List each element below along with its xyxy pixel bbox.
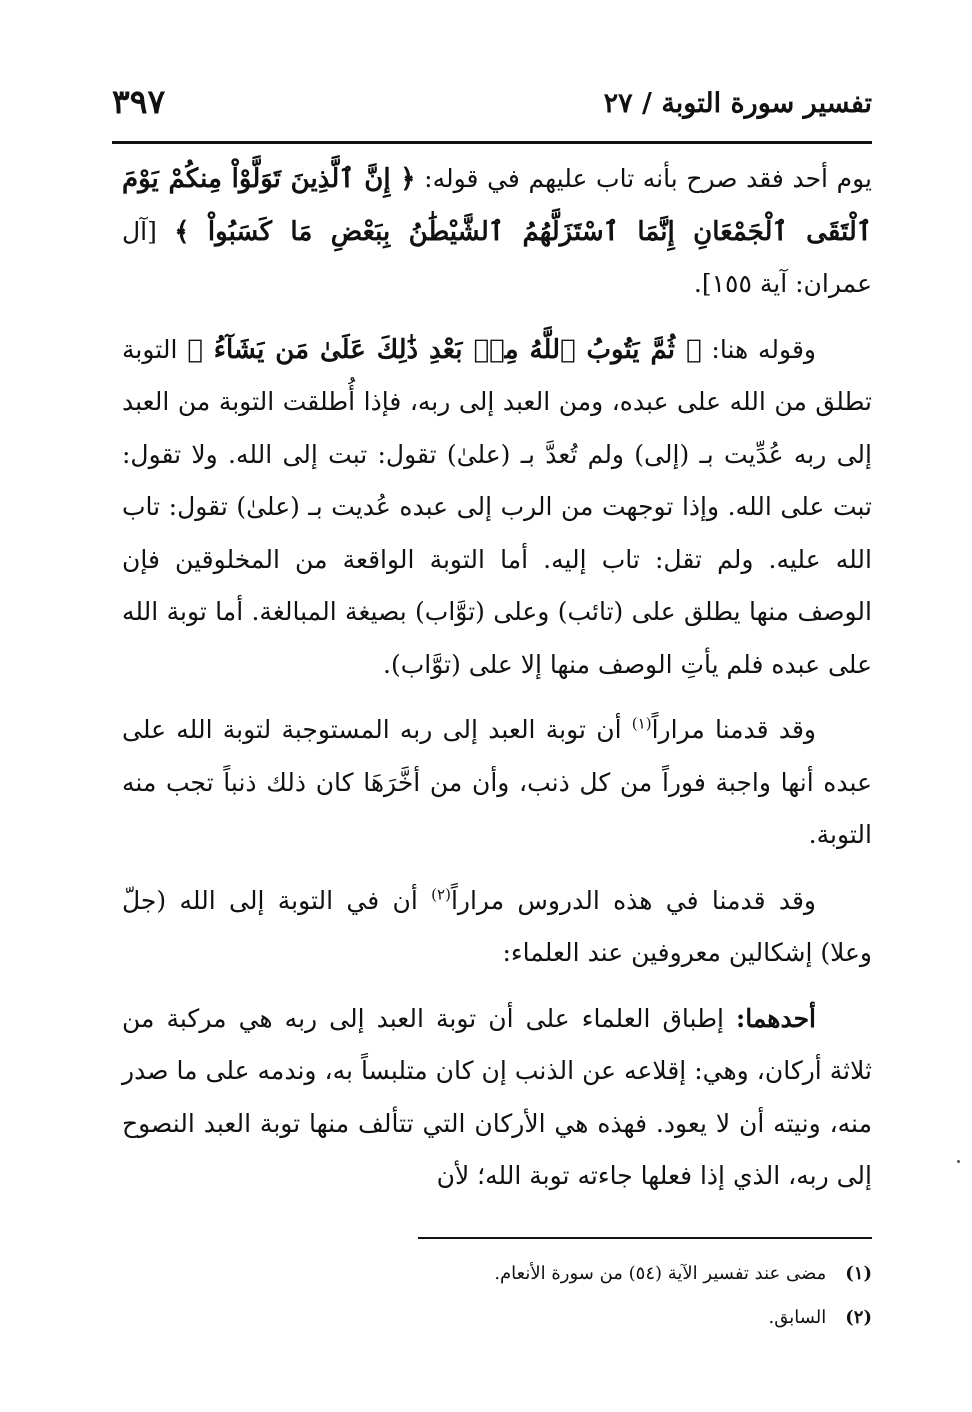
paragraph-2 (122, 324, 872, 692)
running-title: تفسير سورة التوبة / ٢٧ (603, 88, 872, 119)
footnote-rule (418, 1237, 872, 1239)
paragraph-1-text-b: [آل عمران: آية ١٥٥]. (122, 216, 872, 298)
paragraph-2-text-b: التوبة تطلق من الله على عبده، ومن العبد إلى ربه، فإذا أُطلقت التوبة من العبد إلى ربه عُدِّيت بـ (إلى) ولم تُعدَّ بـ (علىٰ) تقول: تبت إلى الله. ولا تقول: تبت على الله. وإذا توجهت من الرب إلى عبده عُديت بـ (علىٰ) تقول: تاب الله عليه. ولم تقل: تاب إليه. أما التوبة الواقعة من المخلوقين فإن الوصف منها يطلق على (تائب) وعلى (توَّاب) بصيغة المبالغة. أما توبة الله على عبده فلم يأتِ الوصف منها إلا على (توَّاب). (122, 334, 872, 679)
footnote-2 (122, 1296, 872, 1340)
footnotes (122, 1252, 872, 1340)
quran-verse-1: ﴿ إِنَّ ٱلَّذِينَ تَوَلَّوْاْ مِنكُمْ يَوْمَ ٱلْتَقَى ٱلْجَمْعَانِ إِنَّمَا ٱسْتَزَلَّهُمُ ٱلشَّيْطَٰنُ بِبَعْضِ مَا كَسَبُواْ ﴾ (122, 164, 872, 247)
footnote-1 (122, 1252, 872, 1296)
footnote-ref-1: (١) (631, 714, 652, 733)
header-rule (112, 141, 872, 144)
footnote-1-text: مضى عند تفسير الآية (٥٤) من سورة الأنعام. (494, 1263, 827, 1284)
paragraph-3-text-a: وقد قدمنا مراراً (651, 715, 816, 744)
scan-speck (957, 1160, 960, 1163)
footnote-2-number: (٢) (845, 1307, 872, 1328)
paragraph-3-text-b: أن توبة العبد إلى ربه المستوجبة لتوبة الله على عبده أنها واجبة فوراً من كل ذنب، وأن من أخَّرَهَا كان ذلك ذنباً تجب منه التوبة. (122, 715, 872, 849)
paragraph-5 (122, 993, 872, 1203)
paragraph-2-text-a: وقوله هنا: (701, 334, 816, 364)
paragraph-1 (122, 153, 872, 311)
paragraph-4 (122, 875, 872, 980)
footnote-1-number: (١) (845, 1263, 872, 1284)
main-text (122, 153, 872, 1203)
quran-verse-2: ﴿ ثُمَّ يَتُوبُ ٱللَّهُ مِنۢ بَعْدِ ذَٰلِكَ عَلَىٰ مَن يَشَآءُ ﴾ (187, 334, 702, 365)
footnote-2-text: السابق. (768, 1307, 827, 1328)
footnote-ref-2: (٢) (431, 885, 451, 904)
paragraph-5-lead: أحدهما: (735, 1003, 816, 1033)
paragraph-4-text-b: أن في التوبة إلى الله (جلّ وعلا) إشكالين معروفين عند العلماء: (122, 885, 872, 967)
page-header (112, 78, 872, 140)
paragraph-3 (122, 704, 872, 862)
paragraph-5-text-b: إطباق العلماء على أن توبة العبد إلى ربه هي مركبة من ثلاثة أركان، وهي: إقلاعه عن الذنب إن كان متلبساً به، وندمه على ما صدر منه، ونيته أن لا يعود. فهذه هي الأركان التي تتألف منها توبة العبد النصوح إلى ربه، الذي إذا فعلها جاءته توبة الله؛ لأن (122, 1003, 872, 1190)
paragraph-1-text-a: يوم أحد فقد صرح بأنه تاب عليهم في قوله: (415, 164, 872, 193)
page-number: ٣٩٧ (112, 82, 166, 121)
paragraph-4-text-a: وقد قدمنا في هذه الدروس مراراً (450, 885, 816, 915)
